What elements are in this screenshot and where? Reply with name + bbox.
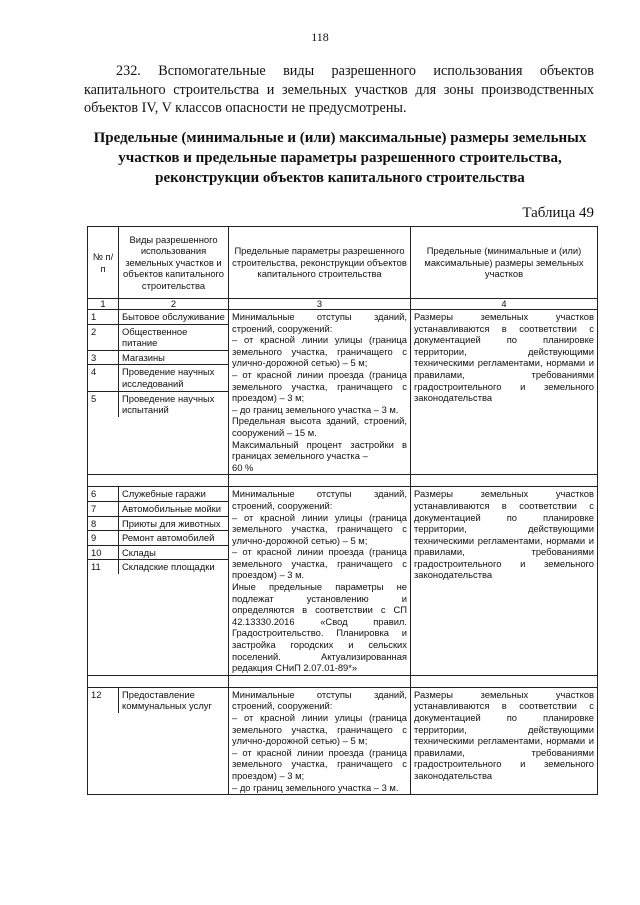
activity-name: Проведение научных испытаний [119, 391, 229, 417]
activity-name: Складские площадки [119, 560, 229, 574]
row-number: 12 [88, 688, 119, 713]
row-number: 9 [88, 531, 119, 546]
activity-name: Магазины [119, 350, 229, 365]
table-row [88, 516, 228, 531]
activity-name: Склады [119, 545, 229, 560]
activity-name: Общественное питание [119, 324, 229, 350]
table-row [88, 545, 228, 560]
activity-name: Бытовое обслуживание [122, 311, 225, 322]
activity-name: Ремонт автомобилей [119, 531, 229, 546]
col-number: 3 [229, 299, 411, 310]
activity-list [88, 687, 229, 794]
row-number: 5 [88, 391, 119, 417]
activity-name: Служебные гаражи [122, 488, 206, 500]
row-number: 3 [88, 350, 119, 365]
row-number: 2 [88, 324, 119, 350]
table-row [88, 531, 228, 546]
table-caption: Таблица 49 [522, 205, 594, 221]
table-row-group [88, 310, 598, 475]
table-row [88, 365, 228, 391]
table-row-group [88, 687, 598, 794]
row-spacer [88, 475, 598, 487]
spacer-cell [88, 675, 229, 687]
sizes-cell: Размеры земельных участков устанавливаются в соответствии с документацией по планировке территории, действующими техническими регламентами, нормами и правилами, требованиями градостроительного и земельного законодательства [411, 487, 598, 676]
table-row-group [88, 487, 598, 676]
row-number: 1 [88, 310, 119, 324]
table-row [88, 391, 228, 417]
activity-name: Проведение научных исследований [119, 365, 229, 391]
params-cell: Минимальные отступы зданий, строений, сооружений: – от красной линии улицы (граница земельного участка, граничащего с улично-дорожной сетью) – 5 м; – от красной линии проезда (граница земельного участка, граничащего с проездом) – 3 м; – до границ земельного участка – 3 м. Предельная высота зданий, строений, сооружений – 15 м. Максимальный процент застройки в границах земельного участка – 60 % [229, 310, 411, 475]
activity-name: Приюты для животных [119, 516, 229, 531]
row-number: 8 [88, 516, 119, 531]
header-sizes: Предельные (минимальные и (или) максимальные) размеры земельных участков [411, 227, 598, 299]
params-cell: Минимальные отступы зданий, строений, сооружений: – от красной линии улицы (граница земельного участка, граничащего с улично-дорожной сетью) – 5 м; – от красной линии проезда (граница земельного участка, граничащего с проездом) – 3 м. Иные предельные параметры не подлежат установлению и определяются в соответствии с СП 42.13330.2016 «Свод правил. Градостроительство. Планировка и застройка городских и сельских поселений. Актуализированная редакция СНиП 2.07.01-89*» [229, 487, 411, 676]
col-number: 2 [119, 299, 229, 310]
row-number: 7 [88, 501, 119, 516]
spacer-cell [229, 475, 411, 487]
regulations-table [87, 226, 598, 795]
activity-list [88, 310, 229, 475]
table-row [88, 688, 228, 713]
table-row [88, 310, 228, 324]
row-number: 11 [88, 560, 119, 574]
row-number: 10 [88, 545, 119, 560]
section-heading: Предельные (минимальные и (или) максимальные) размеры земельных участков и предельные параметры разрешенного строительства, реконструкции объектов капитального строительства [93, 130, 587, 186]
activity-name: Автомобильные мойки [119, 501, 229, 516]
col-number: 1 [88, 299, 119, 310]
sizes-cell: Размеры земельных участков устанавливаются в соответствии с документацией по планировке территории, действующими техническими регламентами, нормами и правилами, требованиями градостроительного и земельного законодательства [411, 687, 598, 794]
table-row [88, 350, 228, 365]
table-row [88, 324, 228, 350]
spacer-cell [88, 475, 229, 487]
col-number: 4 [411, 299, 598, 310]
header-num: № п/п [88, 227, 119, 299]
spacer-cell [229, 675, 411, 687]
sizes-cell: Размеры земельных участков устанавливаются в соответствии с документацией по планировке территории, действующими техническими регламентами, нормами и правилами, требованиями градостроительного и земельного законодательства [411, 310, 598, 475]
spacer-cell [411, 475, 598, 487]
spacer-cell [411, 675, 598, 687]
table-row [88, 560, 228, 574]
page-number: 118 [311, 30, 329, 44]
row-number: 6 [88, 487, 119, 501]
header-params: Предельные параметры разрешенного строительства, реконструкции объектов капитального строительства [229, 227, 411, 299]
header-type: Виды разрешенного использования земельных участков и объектов капитального строительства [119, 227, 229, 299]
table-row [88, 501, 228, 516]
intro-paragraph: 232. Вспомогательные виды разрешенного использования объектов капитального строительства и земельных участков для зоны производственных объектов IV, V классов опасности не предусмотрены. [84, 63, 594, 116]
activity-list [88, 487, 229, 676]
table-row [88, 487, 228, 501]
activity-name: Предоставление коммунальных услуг [122, 688, 212, 712]
row-spacer [88, 675, 598, 687]
row-number: 4 [88, 365, 119, 391]
params-cell: Минимальные отступы зданий, строений, сооружений: – от красной линии улицы (граница земельного участка, граничащего с улично-дорожной сетью) – 5 м; – от красной линии проезда (граница земельного участка, граничащего с проездом) – 3 м; – до границ земельного участка – 3 м. [229, 687, 411, 794]
